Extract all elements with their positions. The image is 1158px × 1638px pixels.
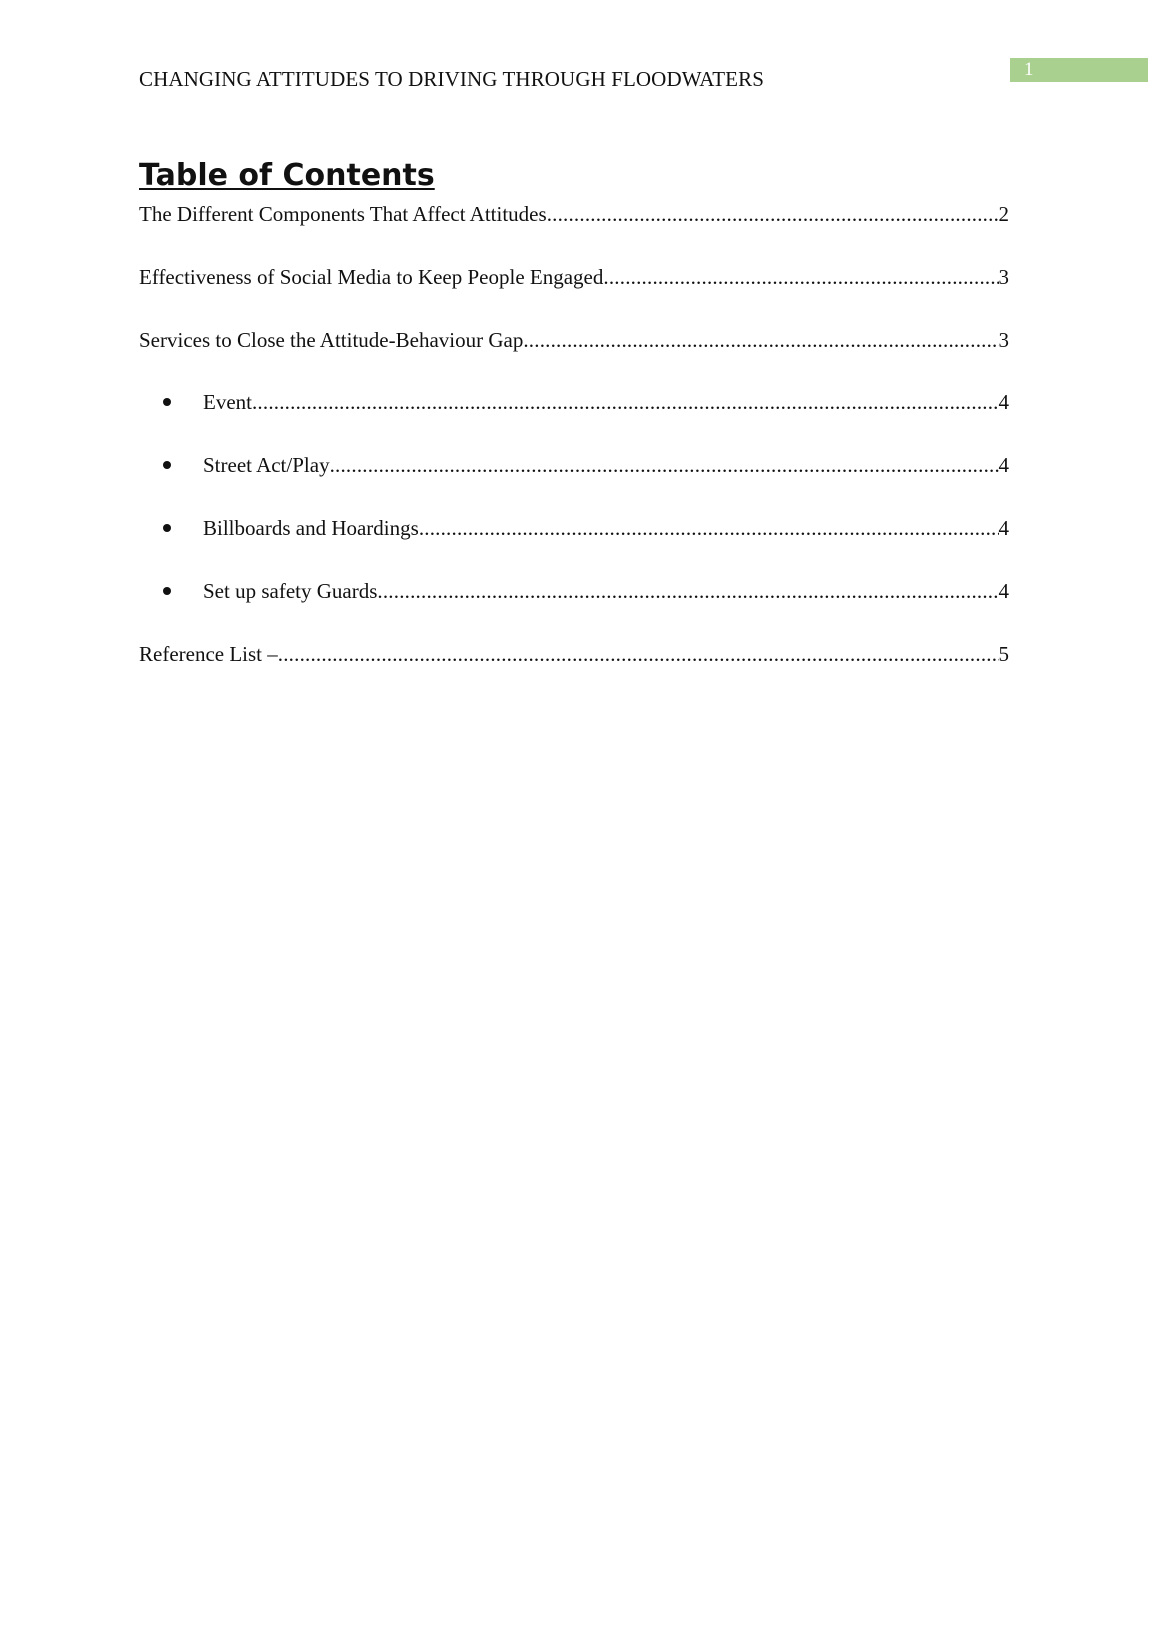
- page-number-badge: 1: [1010, 58, 1148, 82]
- toc-dot-leader: [252, 385, 999, 419]
- toc-entry-title: Billboards and Hoardings: [203, 515, 419, 540]
- toc-entry-title: Effectiveness of Social Media to Keep People Engaged: [139, 264, 604, 289]
- toc-entry-title: Event: [203, 390, 252, 415]
- toc-entry-page: 5: [998, 641, 1009, 666]
- toc-dot-leader: [278, 637, 999, 671]
- toc-entry-social-media[interactable]: [139, 260, 1009, 323]
- toc-entry-page: 4: [998, 453, 1009, 478]
- toc-dot-leader: [419, 511, 999, 545]
- running-head: CHANGING ATTITUDES TO DRIVING THROUGH FLOODWATERS: [139, 67, 764, 91]
- bullet-icon: [163, 587, 171, 595]
- toc-entry-title: The Different Components That Affect Attitudes: [139, 202, 547, 226]
- toc-entry-event[interactable]: [139, 385, 1009, 448]
- toc-dot-leader: [547, 197, 999, 231]
- toc-entry-different-components[interactable]: [139, 197, 1009, 260]
- toc-entry-page: 3: [998, 327, 1009, 352]
- toc-entry-title: Services to Close the Attitude-Behaviour Gap: [139, 327, 524, 352]
- toc-dot-leader: [330, 448, 999, 482]
- toc-dot-leader: [603, 260, 998, 294]
- toc-entry-reference-list[interactable]: [139, 637, 1009, 700]
- bullet-icon: [163, 461, 171, 469]
- bullet-icon: [163, 398, 171, 406]
- toc-list: [139, 197, 1009, 699]
- toc-entry-page: 4: [998, 390, 1009, 415]
- toc-entry-title: Street Act/Play: [203, 453, 330, 478]
- toc-dot-leader: [523, 323, 998, 357]
- toc-entry-page: 4: [998, 515, 1009, 540]
- toc-entry-page: 4: [998, 578, 1009, 603]
- toc-heading: Table of Contents: [139, 158, 435, 193]
- toc-entry-title: Set up safety Guards: [203, 578, 378, 603]
- toc-entry-billboards[interactable]: [139, 511, 1009, 574]
- toc-dot-leader: [377, 574, 998, 608]
- bullet-icon: [163, 524, 171, 532]
- toc-entry-page: 2: [998, 202, 1009, 226]
- toc-entry-safety-guards[interactable]: [139, 574, 1009, 637]
- toc-entry-services[interactable]: [139, 323, 1009, 386]
- toc-entry-page: 3: [998, 264, 1009, 289]
- toc-entry-title: Reference List –: [139, 641, 278, 666]
- toc-entry-street-act[interactable]: [139, 448, 1009, 511]
